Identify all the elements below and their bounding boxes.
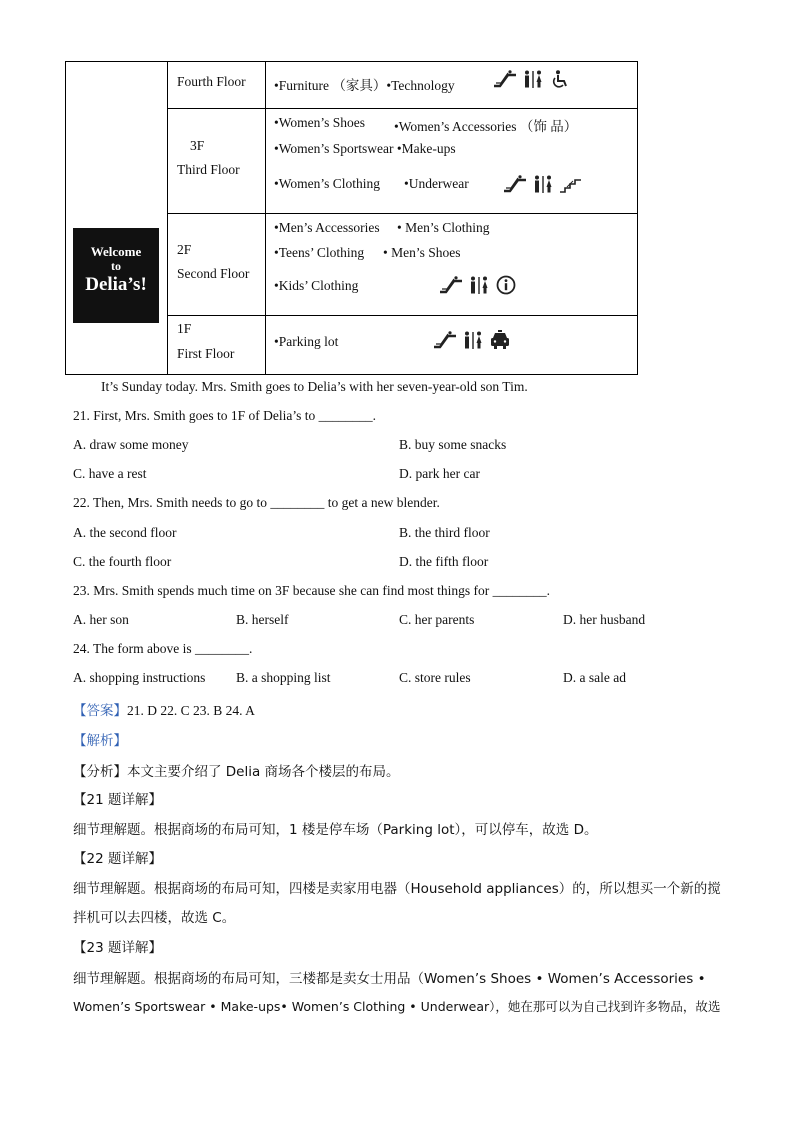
welcome-store-name: Delia’s!	[85, 274, 147, 295]
answer-option: D. park her car	[399, 466, 480, 481]
answer-option: B. a shopping list	[236, 670, 331, 685]
section-title: 【21 题详解】	[73, 792, 162, 808]
floor-label: First Floor	[177, 346, 235, 361]
answer-option: D. her husband	[563, 612, 646, 627]
floor-label: Second Floor	[177, 266, 250, 281]
section-title: 【22 题详解】	[73, 851, 162, 867]
welcome-line: Welcome	[90, 244, 142, 259]
answer-option: A. draw some money	[73, 437, 189, 452]
parking-icon	[489, 330, 511, 350]
answer-option: C. the fourth floor	[73, 554, 172, 569]
restroom-icon	[533, 175, 553, 193]
escalator-icon	[503, 175, 527, 193]
answer-option: A. her son	[73, 612, 129, 627]
floor-item: •Women’s Clothing	[274, 176, 381, 191]
floor-item: •Underwear	[404, 176, 469, 191]
answer-tag: 【答案】	[73, 703, 127, 719]
floor-item: •Furniture （家具）•Technology	[274, 78, 455, 93]
answer-option: B. the third floor	[399, 525, 490, 540]
explanation-text: 细节理解题。根据商场的布局可知，1 楼是停车场（Parking lot），可以停车，故选 D。	[73, 822, 598, 838]
question-stem: 23. Mrs. Smith spends much time on 3F because she can find most things for ________.	[73, 583, 550, 598]
explanation-text: Women’s Sportswear • Make-ups• Women’s Clothing • Underwear），她在那可以为自己找到许多物品，故选	[73, 999, 721, 1014]
explanation-text: 拌机可以去四楼，故选 C。	[73, 910, 236, 926]
escalator-icon	[493, 70, 517, 88]
answer-line	[73, 699, 255, 719]
floor-icons	[493, 70, 571, 88]
floor-code: 3F	[190, 138, 205, 153]
answer-text: 21. D 22. C 23. B 24. A	[127, 703, 255, 718]
floor-icons	[433, 330, 511, 350]
restroom-icon	[463, 331, 483, 349]
wheelchair-icon	[549, 70, 571, 88]
floor-item: •Kids’ Clothing	[274, 278, 359, 293]
info-icon	[495, 275, 517, 295]
answer-option: A. the second floor	[73, 525, 177, 540]
floor-icons	[503, 175, 583, 193]
question-stem: 22. Then, Mrs. Smith needs to go to ________ to get a new blender.	[73, 495, 440, 510]
explanation-text: 细节理解题。根据商场的布局可知，四楼是卖家用电器（Household appliances）的，所以想买一个新的搅	[73, 881, 721, 897]
floor-code: 1F	[177, 321, 192, 336]
restroom-icon	[523, 70, 543, 88]
answer-option: B. buy some snacks	[399, 437, 507, 452]
answer-option: D. a sale ad	[563, 670, 626, 685]
floor-item: • Men’s Clothing	[397, 220, 490, 235]
answer-option: C. store rules	[399, 670, 471, 685]
explanation-text: 细节理解题。根据商场的布局可知，三楼都是卖女士用品（Women’s Shoes • Women’s Accessories •	[73, 971, 706, 987]
escalator-icon	[433, 331, 457, 349]
floor-item: • Men’s Shoes	[383, 245, 461, 260]
analysis-summary: 【分析】本文主要介绍了 Delia 商场各个楼层的布局。	[73, 764, 400, 780]
floor-directory-table	[65, 61, 638, 375]
escalator-icon	[439, 276, 463, 294]
answer-option: B. herself	[236, 612, 289, 627]
table-divider	[167, 108, 637, 109]
analysis-tag: 【解析】	[73, 733, 127, 749]
stairs-icon	[559, 175, 583, 193]
passage-text: It’s Sunday today. Mrs. Smith goes to Delia’s with her seven-year-old son Tim.	[101, 379, 528, 394]
welcome-sign	[73, 228, 159, 323]
floor-item: •Women’s Shoes	[274, 115, 366, 130]
floor-item: •Women’s Sportswear •Make-ups	[274, 141, 456, 156]
section-title: 【23 题详解】	[73, 940, 162, 956]
table-divider	[167, 213, 637, 214]
answer-option: A. shopping instructions	[73, 670, 206, 685]
question-stem: 24. The form above is ________.	[73, 641, 253, 656]
restroom-icon	[469, 276, 489, 294]
floor-code: 2F	[177, 242, 192, 257]
floor-item: •Teens’ Clothing	[274, 245, 365, 260]
answer-option: C. have a rest	[73, 466, 147, 481]
answer-option: D. the fifth floor	[399, 554, 489, 569]
answer-option: C. her parents	[399, 612, 475, 627]
floor-label: Third Floor	[177, 162, 240, 177]
floor-item: •Parking lot	[274, 334, 339, 349]
welcome-line: to	[111, 259, 121, 273]
floor-item: •Men’s Accessories	[274, 220, 380, 235]
floor-label: Fourth Floor	[177, 74, 246, 89]
question-stem: 21. First, Mrs. Smith goes to 1F of Delia’s to ________.	[73, 408, 377, 423]
table-divider	[167, 315, 637, 316]
floor-icons	[439, 275, 517, 295]
floor-item: •Women’s Accessories （饰 品）	[394, 119, 578, 134]
